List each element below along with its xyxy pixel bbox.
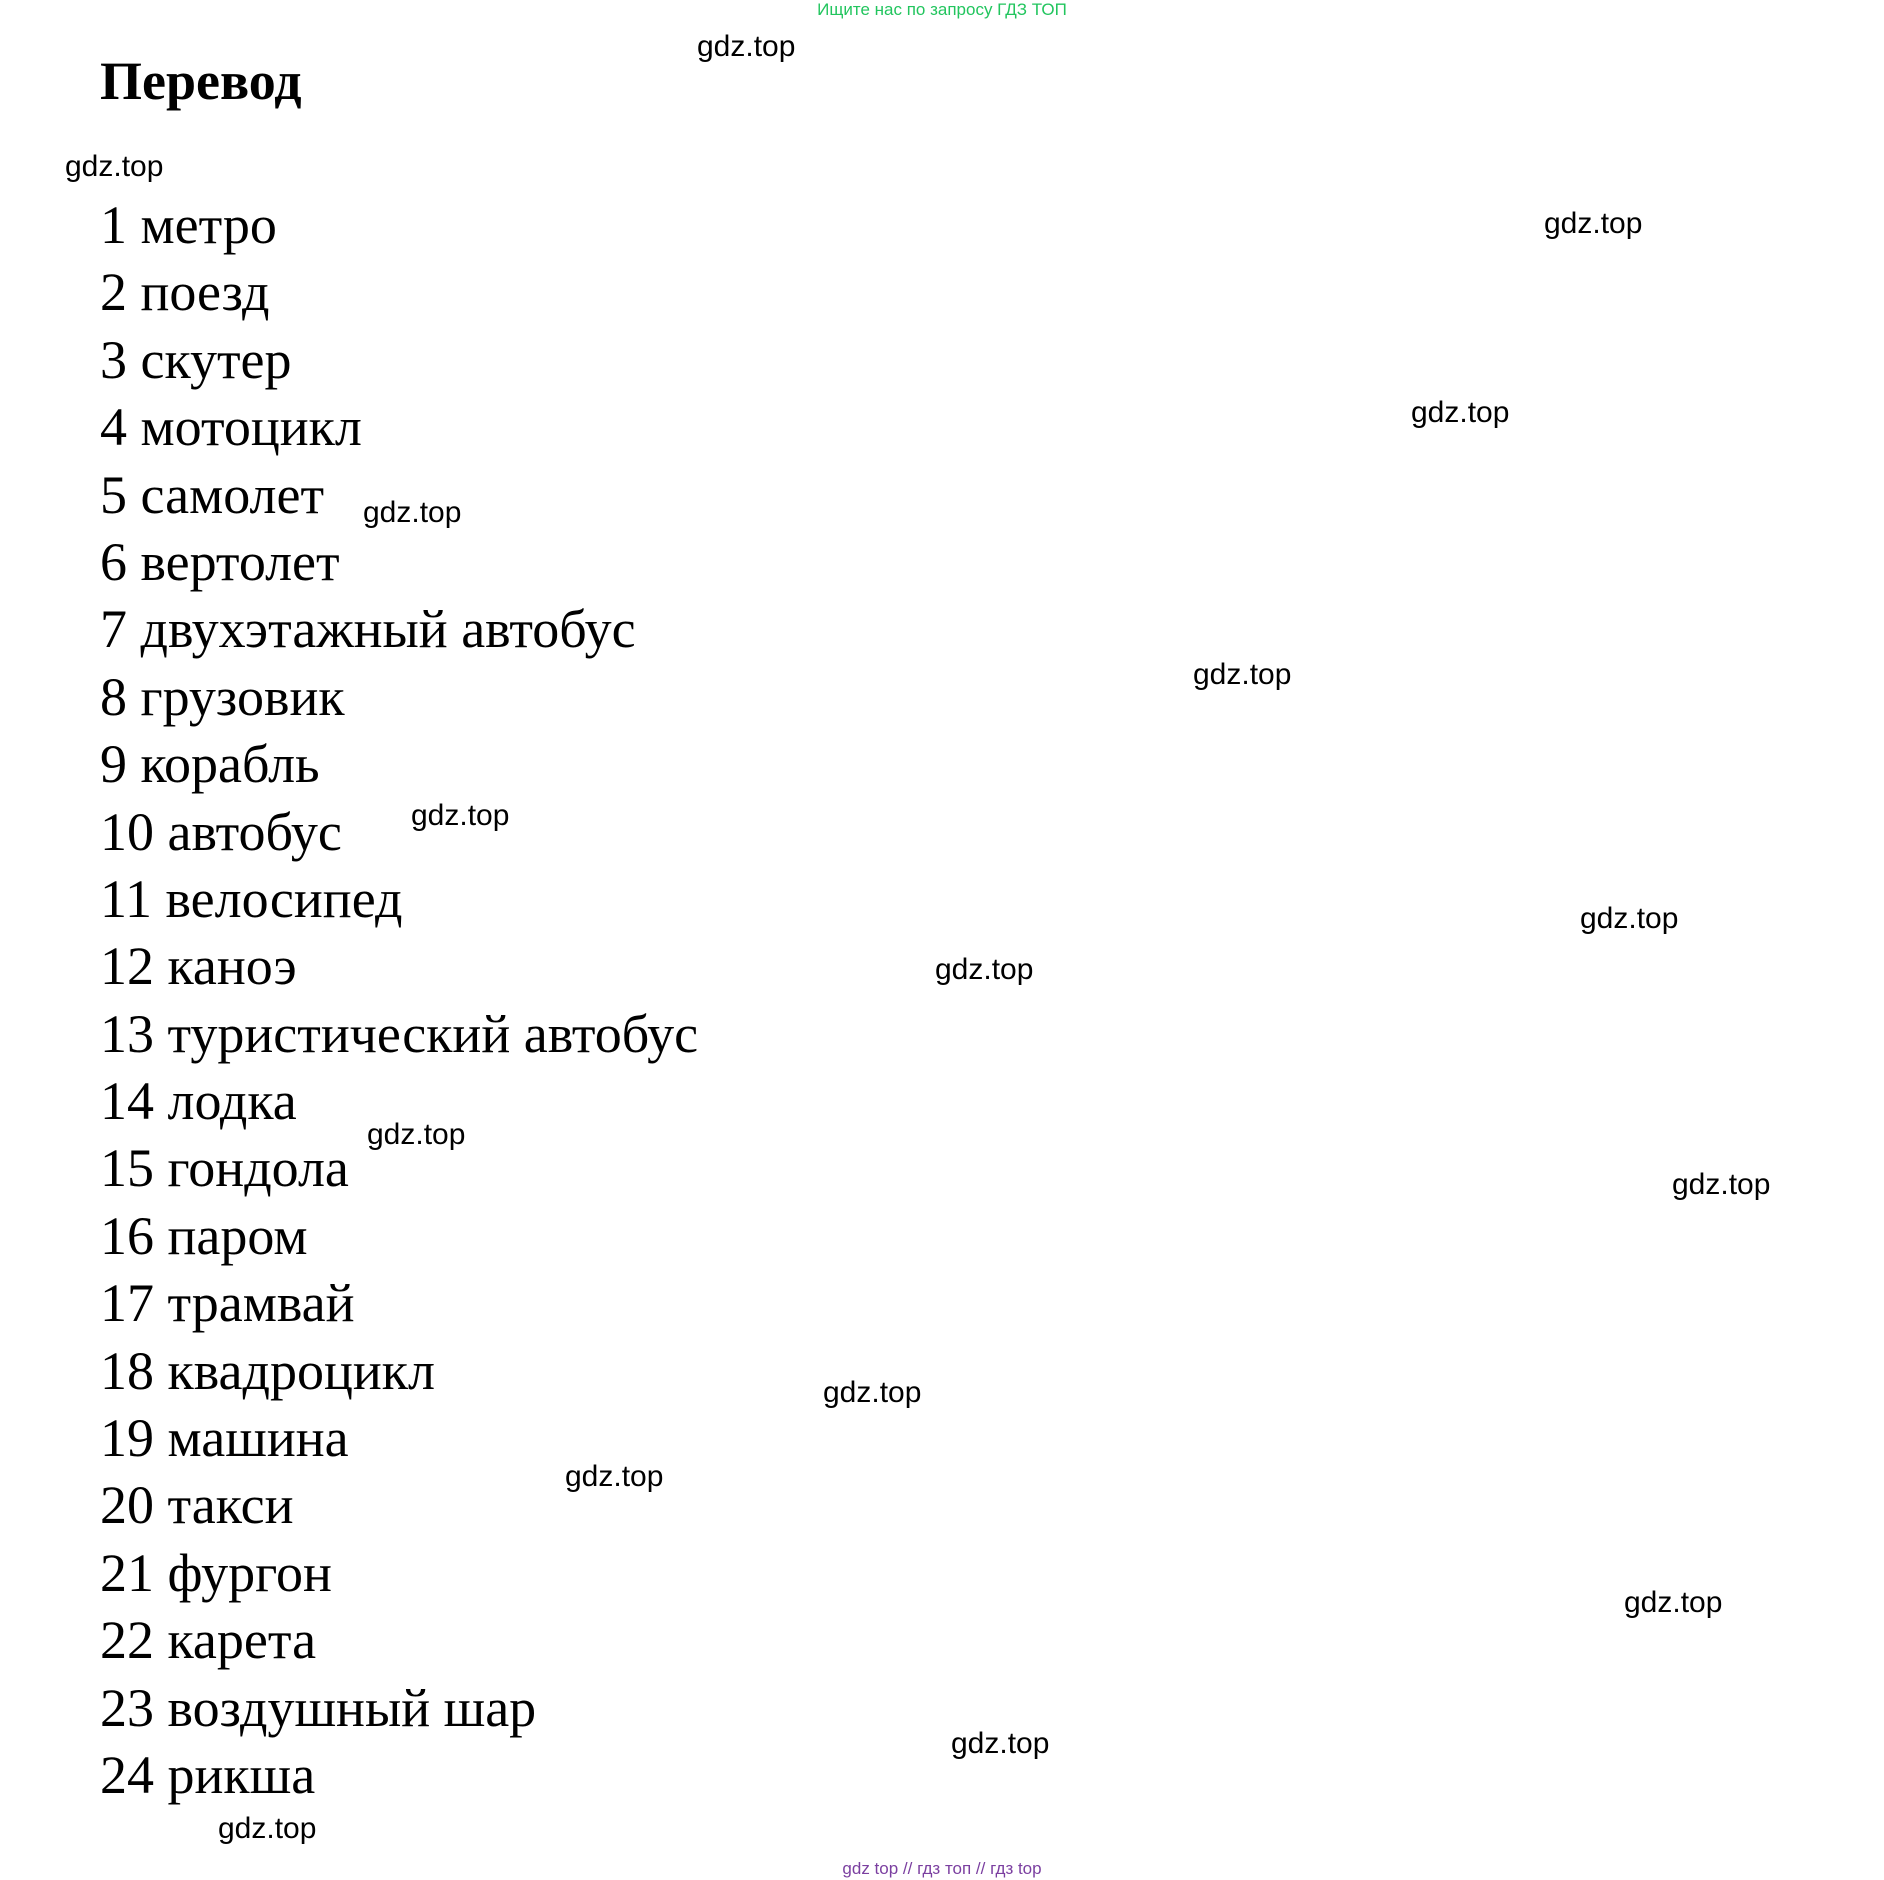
list-item: 22 карета <box>100 1610 317 1671</box>
list-item: 24 рикша <box>100 1744 316 1805</box>
top-banner[interactable]: Ищите нас по запросу ГДЗ ТОП <box>817 0 1067 19</box>
list-item: 3 скутер <box>100 329 292 390</box>
list-item: 1 метро <box>100 195 277 255</box>
list-item: 20 такси <box>100 1475 294 1536</box>
watermark: gdz.top <box>367 1118 466 1151</box>
list-item: 16 паром <box>100 1205 308 1266</box>
list-item: 15 гондола <box>100 1138 349 1199</box>
list-item: 23 воздушный шар <box>100 1677 537 1738</box>
watermark: gdz.top <box>951 1727 1050 1760</box>
list-item: 9 корабль <box>100 734 320 795</box>
watermark: gdz.top <box>823 1376 922 1409</box>
list-item: 7 двухэтажный автобус <box>100 599 636 660</box>
list-item: 8 грузовик <box>100 666 345 727</box>
list-item: 18 квадроцикл <box>100 1340 435 1401</box>
footer-links[interactable]: gdz top // гдз топ // гдз top <box>842 1859 1042 1878</box>
list-item: 2 поезд <box>100 262 270 323</box>
watermark: gdz.top <box>1193 658 1292 691</box>
watermark: gdz.top <box>363 496 462 529</box>
translation-list <box>100 192 698 1809</box>
watermark: gdz.top <box>1624 1586 1723 1619</box>
list-item: 4 мотоцикл <box>100 397 362 458</box>
list-item: 14 лодка <box>100 1071 297 1132</box>
watermark: gdz.top <box>1580 902 1679 935</box>
list-item: 19 машина <box>100 1408 349 1469</box>
list-item: 21 фургон <box>100 1542 332 1603</box>
page-title: Перевод <box>100 51 302 111</box>
watermark: gdz.top <box>65 150 164 183</box>
watermark: gdz.top <box>1411 396 1510 429</box>
list-item: 10 автобус <box>100 801 342 862</box>
watermark: gdz.top <box>565 1460 664 1493</box>
list-item: 13 туристический автобус <box>100 1003 699 1064</box>
list-item: 6 вертолет <box>100 531 340 592</box>
watermark: gdz.top <box>1672 1168 1771 1201</box>
list-item: 5 самолет <box>100 464 325 525</box>
list-item: 17 трамвай <box>100 1273 355 1334</box>
watermark: gdz.top <box>935 953 1034 986</box>
list-item: 11 велосипед <box>100 868 403 929</box>
watermark: gdz.top <box>411 799 510 832</box>
list-item: 12 каноэ <box>100 936 297 997</box>
watermark: gdz.top <box>218 1812 317 1845</box>
watermark: gdz.top <box>1544 207 1643 240</box>
watermark: gdz.top <box>697 30 796 63</box>
